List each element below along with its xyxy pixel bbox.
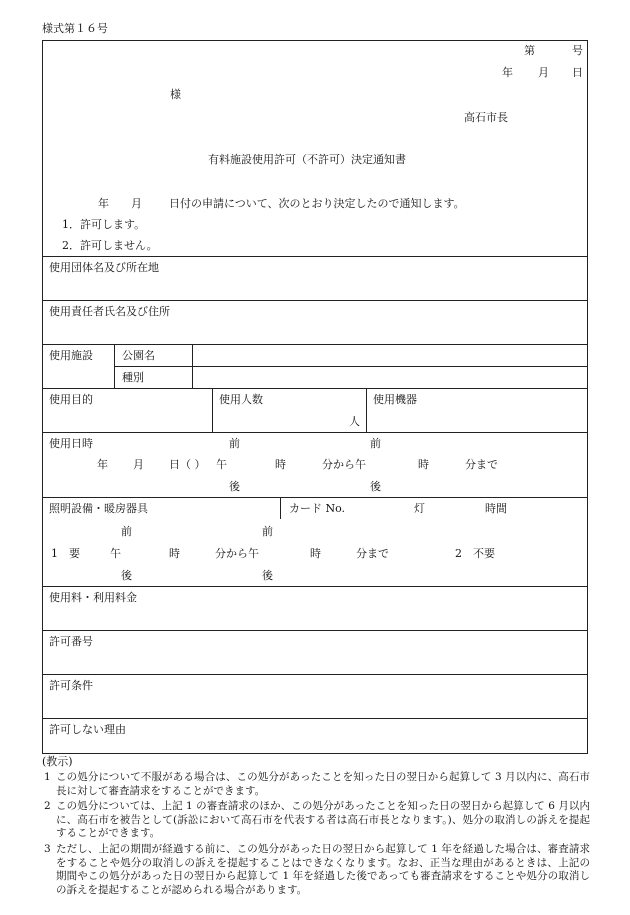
datetime-ampm-start: 午 bbox=[216, 458, 227, 471]
datetime-to: 分まで bbox=[465, 458, 498, 471]
pm-mark-end: 後 bbox=[370, 480, 381, 493]
divider bbox=[114, 344, 115, 388]
divider bbox=[42, 630, 588, 631]
am-mark-start: 前 bbox=[229, 437, 240, 450]
note-number: 2 bbox=[44, 800, 51, 812]
number-suffix: 号 bbox=[572, 44, 583, 57]
field-responsible: 使用責任者氏名及び住所 bbox=[49, 305, 170, 318]
field-facility: 使用施設 bbox=[49, 349, 93, 362]
lighting-from: 分から午 bbox=[215, 547, 259, 560]
divider bbox=[42, 256, 588, 257]
datetime-month: 月 bbox=[133, 458, 144, 471]
intro-text: 日付の申請について、次のとおり決定したので通知します。 bbox=[169, 197, 465, 210]
date-day-label: 日 bbox=[572, 66, 583, 79]
lighting-pm-end: 後 bbox=[262, 569, 273, 582]
intro-month: 月 bbox=[131, 197, 142, 210]
divider bbox=[114, 366, 588, 367]
field-count-unit: 人 bbox=[349, 415, 360, 428]
field-fee: 使用料・利用料金 bbox=[49, 591, 137, 604]
divider bbox=[42, 718, 588, 719]
field-org-name: 使用団体名及び所在地 bbox=[49, 261, 159, 274]
document-title: 有料施設使用許可（不許可）決定通知書 bbox=[208, 153, 406, 166]
form-number: 様式第１６号 bbox=[42, 22, 108, 35]
lighting-ampm-start: 午 bbox=[110, 547, 121, 560]
lighting-card-no: カード No. bbox=[289, 502, 346, 515]
note-text: ただし、上記の期間が経過する前に、この処分があった日の翌日から起算して 1 年を経過した場合は、審査請求をすることや処分の取消しの訴えを提起することはできなくなります。なお、正当な理由があるときは、上記の期間やこの処分があった日の翌日から起算して 1 年を経過した後であっても審査請求をすることや処分の取消しの訴えを提起することが認められる場合があります。 bbox=[56, 843, 590, 896]
lighting-am-start: 前 bbox=[121, 525, 132, 538]
divider bbox=[212, 388, 213, 432]
field-lighting: 照明設備・暖房器具 bbox=[49, 502, 148, 515]
note-item bbox=[42, 771, 590, 798]
issuer: 高石市長 bbox=[464, 111, 508, 124]
addressee-suffix: 様 bbox=[170, 88, 181, 101]
note-text: この処分について不服がある場合は、この処分があったことを知った日の翌日から起算して 3 月以内に、高石市長に対して審査請求をすることができます。 bbox=[56, 771, 590, 797]
am-mark-end: 前 bbox=[370, 437, 381, 450]
lighting-hour-end: 時 bbox=[310, 547, 321, 560]
datetime-hour-start: 時 bbox=[275, 458, 286, 471]
lighting-time: 時間 bbox=[485, 502, 507, 515]
field-equipment: 使用機器 bbox=[373, 393, 417, 406]
notes-title: (教示) bbox=[42, 755, 73, 768]
field-purpose: 使用目的 bbox=[49, 393, 93, 406]
decision-deny: 2．許可しません。 bbox=[62, 239, 158, 252]
note-item bbox=[42, 843, 590, 897]
datetime-day: 日（ ） bbox=[169, 458, 206, 471]
field-conditions: 許可条件 bbox=[49, 679, 93, 692]
notice-form bbox=[42, 40, 588, 754]
divider bbox=[42, 586, 588, 587]
divider bbox=[42, 674, 588, 675]
datetime-hour-end: 時 bbox=[418, 458, 429, 471]
field-count: 使用人数 bbox=[219, 393, 263, 406]
decision-permit: 1．許可します。 bbox=[62, 218, 146, 231]
lighting-hour-start: 時 bbox=[169, 547, 180, 560]
pm-mark-start: 後 bbox=[229, 480, 240, 493]
number-label: 第 bbox=[524, 44, 535, 57]
divider bbox=[280, 497, 281, 519]
divider bbox=[192, 344, 193, 388]
note-number: 1 bbox=[44, 771, 51, 783]
intro-year: 年 bbox=[98, 197, 109, 210]
note-number: 3 bbox=[44, 843, 51, 855]
date-month-label: 月 bbox=[538, 66, 549, 79]
divider bbox=[42, 300, 588, 301]
divider bbox=[42, 497, 588, 498]
divider bbox=[42, 388, 588, 389]
divider bbox=[42, 432, 588, 433]
lighting-pm-start: 後 bbox=[121, 569, 132, 582]
field-deny-reason: 許可しない理由 bbox=[49, 723, 126, 736]
lighting-to: 分まで bbox=[356, 547, 389, 560]
lighting-light: 灯 bbox=[414, 502, 425, 515]
date-year-label: 年 bbox=[502, 66, 513, 79]
field-category: 種別 bbox=[122, 371, 144, 384]
note-text: この処分については、上記 1 の審査請求のほか、この処分があったことを知った日の翌日から起算して 6 月以内に、高石市を被告として(訴訟において高石市を代表する者は高石市長となります。)、処分の取消しの訴えを提起することができます。 bbox=[56, 800, 590, 839]
lighting-am-end: 前 bbox=[262, 525, 273, 538]
divider bbox=[366, 388, 367, 432]
lighting-option-not-required: 2 不要 bbox=[455, 547, 495, 560]
field-datetime: 使用日時 bbox=[49, 437, 93, 450]
field-park-name: 公園名 bbox=[122, 349, 155, 362]
datetime-from: 分から午 bbox=[322, 458, 366, 471]
field-permit-no: 許可番号 bbox=[49, 635, 93, 648]
lighting-option-required: 1 要 bbox=[51, 547, 80, 560]
datetime-year: 年 bbox=[97, 458, 108, 471]
divider bbox=[42, 344, 588, 345]
note-item bbox=[42, 800, 590, 841]
